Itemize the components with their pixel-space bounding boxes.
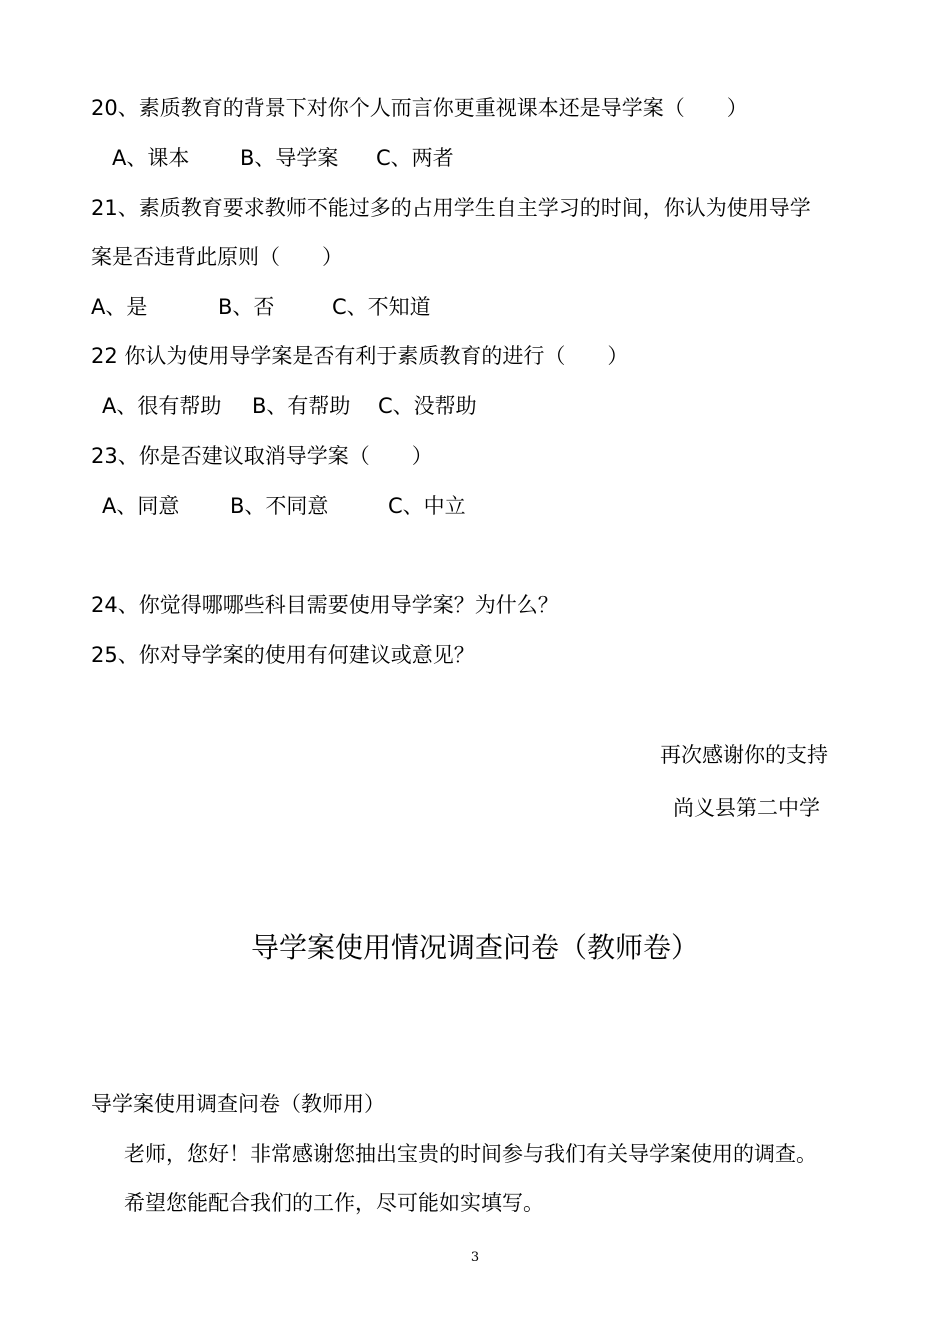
option-b: B、不同意 (230, 494, 329, 518)
section-title: 导学案使用情况调查问卷（教师卷） (250, 931, 699, 964)
question-22: 22 你认为使用导学案是否有利于素质教育的进行（ ） (91, 344, 629, 368)
option-a: A、同意 (102, 494, 180, 518)
intro-line-1: 老师，您好！非常感谢您抽出宝贵的时间参与我们有关导学案使用的调查。 (124, 1142, 817, 1166)
question-20: 20、素质教育的背景下对你个人而言你更重视课本还是导学案（ ） (91, 96, 748, 120)
option-a: A、很有帮助 (102, 394, 222, 418)
question-25: 25、你对导学案的使用有何建议或意见？ (91, 643, 475, 667)
question-21-line-2: 案是否违背此原则（ ） (91, 245, 343, 269)
page-number: 3 (470, 1250, 480, 1265)
option-a: A、课本 (112, 146, 190, 170)
intro-line-2: 希望您能配合我们的工作，尽可能如实填写。 (124, 1191, 544, 1215)
option-c: C、没帮助 (378, 394, 477, 418)
option-a: A、是 (91, 295, 148, 319)
question-21-options (91, 292, 431, 322)
option-c: C、中立 (388, 494, 466, 518)
closing-school: 尚义县第二中学 (673, 796, 820, 820)
section-subtitle: 导学案使用调查问卷（教师用） (91, 1092, 385, 1116)
question-23-options (102, 491, 466, 521)
question-24: 24、你觉得哪哪些科目需要使用导学案？为什么？ (91, 593, 559, 617)
option-c: C、两者 (376, 146, 454, 170)
option-c: C、不知道 (332, 295, 431, 319)
question-23: 23、你是否建议取消导学案（ ） (91, 444, 433, 468)
question-22-options (102, 391, 477, 421)
option-b: B、有帮助 (252, 394, 351, 418)
question-21-line-1: 21、素质教育要求教师不能过多的占用学生自主学习的时间，你认为使用导学 (91, 196, 811, 220)
option-b: B、导学案 (240, 146, 339, 170)
closing-thanks: 再次感谢你的支持 (660, 743, 828, 767)
question-20-options (112, 143, 454, 173)
option-b: B、否 (218, 295, 275, 319)
